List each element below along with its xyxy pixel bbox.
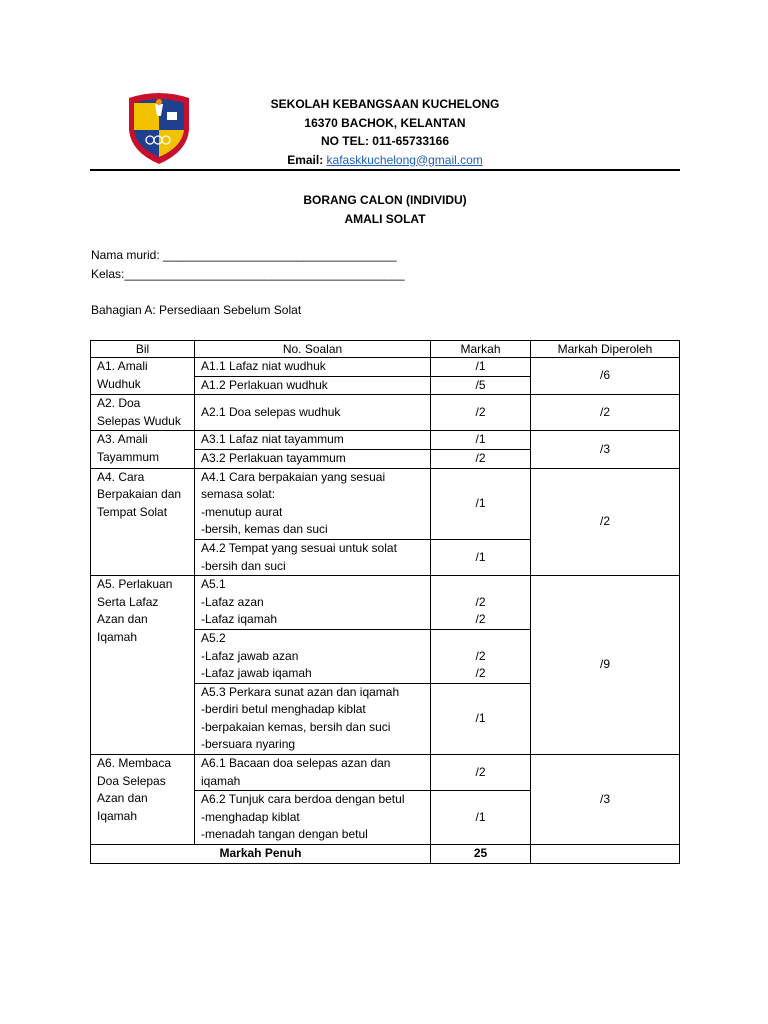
bil-cell: A6. Membaca Doa Selepas Azan dan Iqamah bbox=[91, 755, 195, 845]
form-subtitle: AMALI SOLAT bbox=[344, 212, 426, 226]
header-divider bbox=[90, 169, 680, 171]
header-markah: Markah bbox=[431, 341, 531, 358]
school-name: SEKOLAH KEBANGSAAN KUCHELONG bbox=[270, 97, 500, 111]
mark-cell: /1 bbox=[431, 683, 531, 754]
mark-cell: /2 /2 bbox=[431, 576, 531, 630]
score-cell: /3 bbox=[531, 431, 680, 468]
table-row bbox=[91, 431, 680, 450]
mark-cell: /2 bbox=[431, 395, 531, 431]
mark-cell: /1 bbox=[431, 539, 531, 575]
mark-cell: /1 bbox=[431, 358, 531, 377]
email-link[interactable]: kafaskkuchelong@gmail.com bbox=[326, 152, 483, 167]
form-title: BORANG CALON (INDIVIDU) bbox=[303, 193, 467, 207]
question-cell: A5.2 -Lafaz jawab azan -Lafaz jawab iqamah bbox=[195, 629, 431, 683]
question-cell: A3.2 Perlakuan tayammum bbox=[195, 449, 431, 468]
school-header bbox=[220, 95, 550, 169]
mark-cell: /5 bbox=[431, 376, 531, 395]
section-title: Bahagian A: Persediaan Sebelum Solat bbox=[91, 303, 302, 317]
total-row bbox=[91, 845, 680, 864]
student-name-field: Nama murid: ___________________________________ bbox=[91, 248, 397, 262]
header-no-soalan: No. Soalan bbox=[195, 341, 431, 358]
email-label: Email: bbox=[287, 152, 324, 167]
school-address: 16370 BACHOK, KELANTAN bbox=[304, 115, 466, 130]
table-row bbox=[91, 468, 680, 539]
question-cell: A5.1 -Lafaz azan -Lafaz iqamah bbox=[195, 576, 431, 630]
question-cell: A1.1 Lafaz niat wudhuk bbox=[195, 358, 431, 377]
mark-cell: /2 /2 bbox=[431, 629, 531, 683]
mark-cell: /2 bbox=[431, 755, 531, 791]
marks-table bbox=[90, 340, 680, 864]
header-markah-diperoleh: Markah Diperoleh bbox=[531, 341, 680, 358]
question-cell: A1.2 Perlakuan wudhuk bbox=[195, 376, 431, 395]
score-cell: /6 bbox=[531, 358, 680, 395]
mark-cell: /1 bbox=[431, 431, 531, 450]
school-phone: NO TEL: 011-65733166 bbox=[320, 134, 450, 148]
bil-cell: A4. Cara Berpakaian dan Tempat Solat bbox=[91, 468, 195, 576]
total-value: 25 bbox=[431, 845, 531, 864]
bil-cell: A2. Doa Selepas Wuduk bbox=[91, 395, 195, 431]
question-cell: A6.2 Tunjuk cara berdoa dengan betul -menghadap kiblat -menadah tangan dengan betul bbox=[195, 791, 431, 845]
mark-cell: /2 bbox=[431, 449, 531, 468]
total-label: Markah Penuh bbox=[91, 845, 431, 864]
form-title-block bbox=[200, 191, 570, 229]
table-row bbox=[91, 576, 680, 630]
table-row bbox=[91, 755, 680, 791]
bil-cell: A3. Amali Tayammum bbox=[91, 431, 195, 468]
header-bil: Bil bbox=[91, 341, 195, 358]
score-cell: /2 bbox=[531, 468, 680, 576]
school-crest-logo bbox=[125, 90, 193, 166]
question-cell: A5.3 Perkara sunat azan dan iqamah -berdiri betul menghadap kiblat -berpakaian kemas, bersih dan suci -bersuara nyaring bbox=[195, 683, 431, 754]
question-cell: A3.1 Lafaz niat tayammum bbox=[195, 431, 431, 450]
mark-cell: /1 bbox=[431, 468, 531, 539]
question-cell: A6.1 Bacaan doa selepas azan dan iqamah bbox=[195, 755, 431, 791]
bil-cell: A5. Perlakuan Serta Lafaz Azan dan Iqamah bbox=[91, 576, 195, 755]
question-cell: A4.1 Cara berpakaian yang sesuai semasa solat: -menutup aurat -bersih, kemas dan suci bbox=[195, 468, 431, 539]
table-row bbox=[91, 358, 680, 377]
class-field: Kelas:__________________________________________ bbox=[91, 267, 405, 281]
school-email-line bbox=[220, 151, 550, 170]
total-score-cell bbox=[531, 845, 680, 864]
bil-cell: A1. Amali Wudhuk bbox=[91, 358, 195, 395]
score-cell: /9 bbox=[531, 576, 680, 755]
question-cell: A2.1 Doa selepas wudhuk bbox=[195, 395, 431, 431]
table-header-row bbox=[91, 341, 680, 358]
score-cell: /3 bbox=[531, 755, 680, 845]
question-cell: A4.2 Tempat yang sesuai untuk solat -bersih dan suci bbox=[195, 539, 431, 575]
score-cell: /2 bbox=[531, 395, 680, 431]
mark-cell: /1 bbox=[431, 791, 531, 845]
table-row bbox=[91, 395, 680, 431]
